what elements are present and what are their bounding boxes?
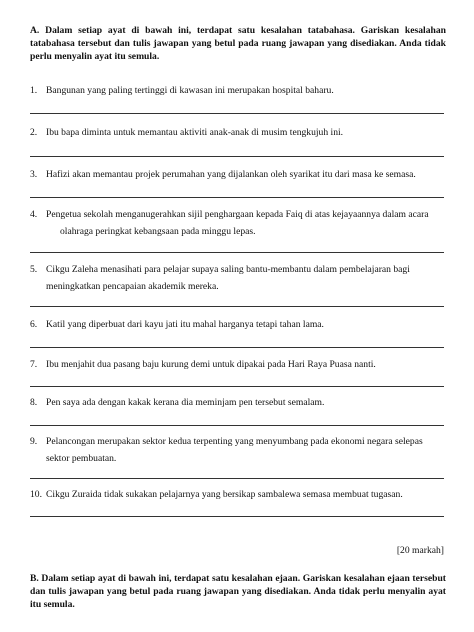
question-9 xyxy=(30,433,446,467)
question-text: Katil yang diperbuat dari kayu jati itu mahal harganya tetapi tahan lama. xyxy=(46,319,324,330)
question-text: Pelancongan merupakan sektor kedua terpenting yang menyumbang pada ekonomi negara selepas xyxy=(46,436,423,447)
question-text: Pengetua sekolah menganugerahkan sijil penghargaan kepada Faiq di atas kejayaannya dalam acara xyxy=(46,209,429,220)
answer-line-4[interactable] xyxy=(30,252,444,253)
question-number: 10. xyxy=(30,489,42,500)
answer-line-5[interactable] xyxy=(30,306,444,307)
answer-line-1[interactable] xyxy=(30,113,444,114)
question-text-cont: olahraga peringkat kebangsaan pada minggu lepas. xyxy=(60,226,256,237)
answer-line-8[interactable] xyxy=(30,425,444,426)
answer-line-9[interactable] xyxy=(30,478,444,479)
question-text: Cikgu Zaleha menasihati para pelajar supaya saling bantu-membantu dalam pembelajaran bagi xyxy=(46,264,410,275)
question-7 xyxy=(30,356,446,373)
answer-line-10[interactable] xyxy=(30,516,444,517)
question-text: Ibu bapa diminta untuk memantau aktiviti anak-anak di musim tengkujuh ini. xyxy=(46,127,344,138)
question-number: 5. xyxy=(30,264,38,275)
answer-line-7[interactable] xyxy=(30,386,444,387)
section-b-instructions: B. Dalam setiap ayat di bawah ini, terdapat satu kesalahan ejaan. Gariskan kesalahan ejaan tersebut dan tulis jawapan yang betul pada ruang jawapan yang disediakan. Anda tidak perlu menyalin ayat itu semula. xyxy=(30,573,446,610)
question-1 xyxy=(30,82,446,99)
answer-line-2[interactable] xyxy=(30,156,444,157)
question-3 xyxy=(30,166,446,183)
question-number: 4. xyxy=(30,209,38,220)
total-marks: [20 markah] xyxy=(396,545,444,556)
question-text: Cikgu Zuraida tidak sukakan pelajarnya yang bersikap sambalewa semasa membuat tugasan. xyxy=(46,489,403,500)
question-text: Hafizi akan memantau projek perumahan yang dijalankan oleh syarikat itu dari masa ke semasa. xyxy=(46,169,416,180)
question-text: Pen saya ada dengan kakak kerana dia meminjam pen tersebut semalam. xyxy=(46,397,325,408)
question-4 xyxy=(30,206,446,240)
question-number: 9. xyxy=(30,436,38,447)
question-number: 3. xyxy=(30,169,38,180)
question-8 xyxy=(30,394,446,411)
question-text: Ibu menjahit dua pasang baju kurung demi untuk dipakai pada Hari Raya Puasa nanti. xyxy=(46,359,376,370)
answer-line-6[interactable] xyxy=(30,347,444,348)
question-6 xyxy=(30,316,446,333)
question-number: 2. xyxy=(30,127,38,138)
answer-line-3[interactable] xyxy=(30,197,444,198)
question-number: 7. xyxy=(30,359,38,370)
question-number: 1. xyxy=(30,85,38,96)
question-10 xyxy=(30,486,446,503)
question-text: Bangunan yang paling tertinggi di kawasan ini merupakan hospital baharu. xyxy=(46,85,334,96)
section-a-instructions: A. Dalam setiap ayat di bawah ini, terdapat satu kesalahan tatabahasa. Gariskan kesalahan tatabahasa tersebut dan tulis jawapan yang betul pada ruang jawapan yang disediakan. Anda tidak perlu menyalin ayat itu semula. xyxy=(30,25,446,62)
question-number: 6. xyxy=(30,319,38,330)
question-text-cont: meningkatkan pencapaian akademik mereka. xyxy=(46,281,219,292)
question-number: 8. xyxy=(30,397,38,408)
question-text-cont: sektor pembuatan. xyxy=(46,453,117,464)
question-2 xyxy=(30,124,446,141)
question-5 xyxy=(30,261,446,295)
